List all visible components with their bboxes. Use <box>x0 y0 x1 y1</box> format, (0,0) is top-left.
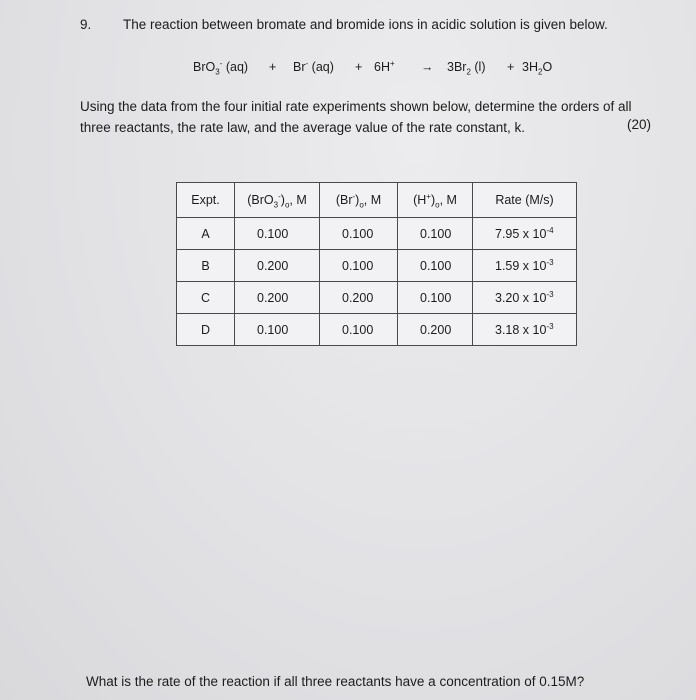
header-rate: Rate (M/s) <box>473 183 577 218</box>
followup-question: What is the rate of the reaction if all three reactants have a concentration of 0.15M? <box>86 674 585 689</box>
bromate-reactant: BrO$_3$- (aq) <box>193 58 249 77</box>
cell-bromide: 0.100 <box>320 250 398 282</box>
bromide-reactant: Br- (aq) <box>293 58 334 74</box>
header-bromide: $(Br^-)_o$, M <box>320 183 398 218</box>
cell-expt: A <box>177 218 235 250</box>
cell-hydrogen: 0.100 <box>398 282 473 314</box>
cell-rate: 3.18 x $10^{-3}$ <box>473 314 577 346</box>
cell-expt: D <box>177 314 235 346</box>
header-expt: Expt. <box>177 183 235 218</box>
cell-hydrogen: 0.100 <box>398 250 473 282</box>
question-number: 9. <box>80 17 92 32</box>
table-row <box>177 218 577 250</box>
cell-bromate: 0.200 <box>235 282 320 314</box>
reaction-arrow: → <box>421 60 434 74</box>
cell-rate: 3.20 x $10^{-3}$ <box>473 282 577 314</box>
instructions-line: three reactants, the rate law, and the average value of the rate constant, k. <box>80 120 526 135</box>
plus-sign: + <box>355 60 363 74</box>
table-row <box>177 250 577 282</box>
cell-bromate: 0.200 <box>235 250 320 282</box>
cell-expt: C <box>177 282 235 314</box>
cell-hydrogen: 0.100 <box>398 218 473 250</box>
question-title: The reaction between bromate and bromide ions in acidic solution is given below. <box>123 17 608 32</box>
plus-sign: + <box>507 60 515 74</box>
bromine-product: $3Br_2$ (l) <box>447 60 486 77</box>
points-value: (20) <box>627 117 652 132</box>
cell-bromide: 0.100 <box>320 218 398 250</box>
instructions-line: Using the data from the four initial rate experiments shown below, determine the orders of all <box>80 99 632 114</box>
cell-rate: 1.59 x $10^{-3}$ <box>473 250 577 282</box>
cell-bromide: 0.200 <box>320 282 398 314</box>
table-header-row <box>177 183 577 218</box>
rate-data-table <box>176 182 577 346</box>
instructions-paragraph <box>80 96 632 138</box>
water-product: $3H_2O$ <box>522 60 553 77</box>
cell-bromate: 0.100 <box>235 314 320 346</box>
cell-bromate: 0.100 <box>235 218 320 250</box>
table-row <box>177 282 577 314</box>
header-hydrogen: $(H^+)_o$, M <box>398 183 473 218</box>
hydrogen-reactant: 6H+ <box>374 58 395 74</box>
cell-expt: B <box>177 250 235 282</box>
plus-sign: + <box>269 60 277 74</box>
cell-hydrogen: 0.200 <box>398 314 473 346</box>
header-bromate: $(BrO_3^-)_o$, M <box>235 183 320 218</box>
cell-rate: 7.95 x $10^{-4}$ <box>473 218 577 250</box>
table-row <box>177 314 577 346</box>
cell-bromide: 0.100 <box>320 314 398 346</box>
